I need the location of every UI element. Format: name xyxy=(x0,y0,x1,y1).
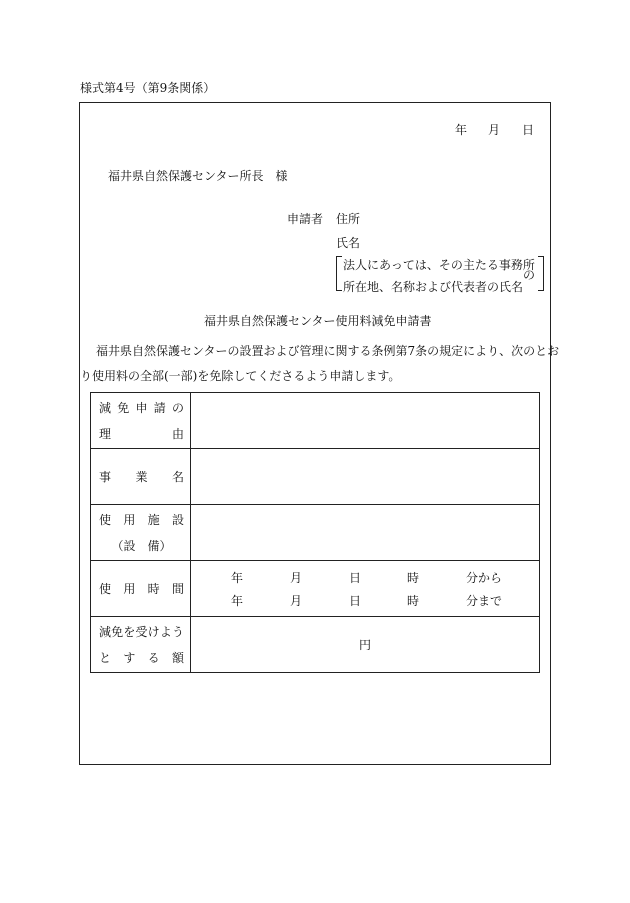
project-label: 事業名 xyxy=(99,469,184,484)
reason-label-line2: 理由 xyxy=(99,426,184,441)
time-field[interactable] xyxy=(191,561,540,617)
from-day: 日 xyxy=(349,571,362,585)
note-right-bracket xyxy=(538,256,544,291)
amount-label-line2: とする額 xyxy=(99,650,184,665)
applicant-label: 申請者 xyxy=(287,212,324,226)
facility-field[interactable] xyxy=(191,505,540,561)
applicant-address-label: 住所 xyxy=(336,212,361,226)
date-month-label: 月 xyxy=(488,123,501,137)
body-text-line2: り使用料の全部(一部)を免除してくださるよう申請します。 xyxy=(80,369,401,383)
applicant-name-label: 氏名 xyxy=(336,236,361,250)
to-hour: 時 xyxy=(407,594,420,608)
addressee: 福井県自然保護センター所長 様 xyxy=(108,169,288,183)
facility-label-line1: 使用施設 xyxy=(99,512,184,527)
table-row xyxy=(91,561,540,617)
facility-label-line2: （設 備） xyxy=(111,538,172,553)
corporate-note-line2: 所在地、名称および代表者の氏名 xyxy=(343,280,524,294)
application-table xyxy=(90,392,540,673)
table-row xyxy=(91,393,540,449)
corporate-note-line1: 法人にあっては、その主たる事務所 xyxy=(343,258,535,272)
reason-label-line1: 減免申請の xyxy=(99,400,184,415)
from-minute: 分から xyxy=(466,571,503,585)
to-month: 月 xyxy=(290,594,303,608)
amount-label-cell xyxy=(91,617,191,673)
table-row xyxy=(91,505,540,561)
corporate-note-particle: の xyxy=(523,268,536,282)
facility-label-cell xyxy=(91,505,191,561)
to-minute: 分まで xyxy=(466,594,503,608)
from-month: 月 xyxy=(290,571,303,585)
time-label-cell xyxy=(91,561,191,617)
project-field[interactable] xyxy=(191,449,540,505)
amount-label-line1: 減免を受けよう xyxy=(99,624,184,639)
from-year: 年 xyxy=(231,571,244,585)
amount-field[interactable] xyxy=(191,617,540,673)
document-title: 福井県自然保護センター使用料減免申請書 xyxy=(204,314,432,328)
from-hour: 時 xyxy=(407,571,420,585)
to-year: 年 xyxy=(231,594,244,608)
table-row xyxy=(91,617,540,673)
body-text-line1: 福井県自然保護センターの設置および管理に関する条例第7条の規定により、次のとお xyxy=(96,344,560,358)
reason-label-cell xyxy=(91,393,191,449)
form-number-label: 様式第4号（第9条関係） xyxy=(80,81,216,95)
date-day-label: 日 xyxy=(522,123,535,137)
date-year-label: 年 xyxy=(455,123,468,137)
note-left-bracket xyxy=(336,256,342,291)
to-day: 日 xyxy=(349,594,362,608)
table-row xyxy=(91,449,540,505)
time-label: 使用時間 xyxy=(99,581,184,596)
yen-unit: 円 xyxy=(358,638,371,652)
reason-field[interactable] xyxy=(191,393,540,449)
project-label-cell xyxy=(91,449,191,505)
